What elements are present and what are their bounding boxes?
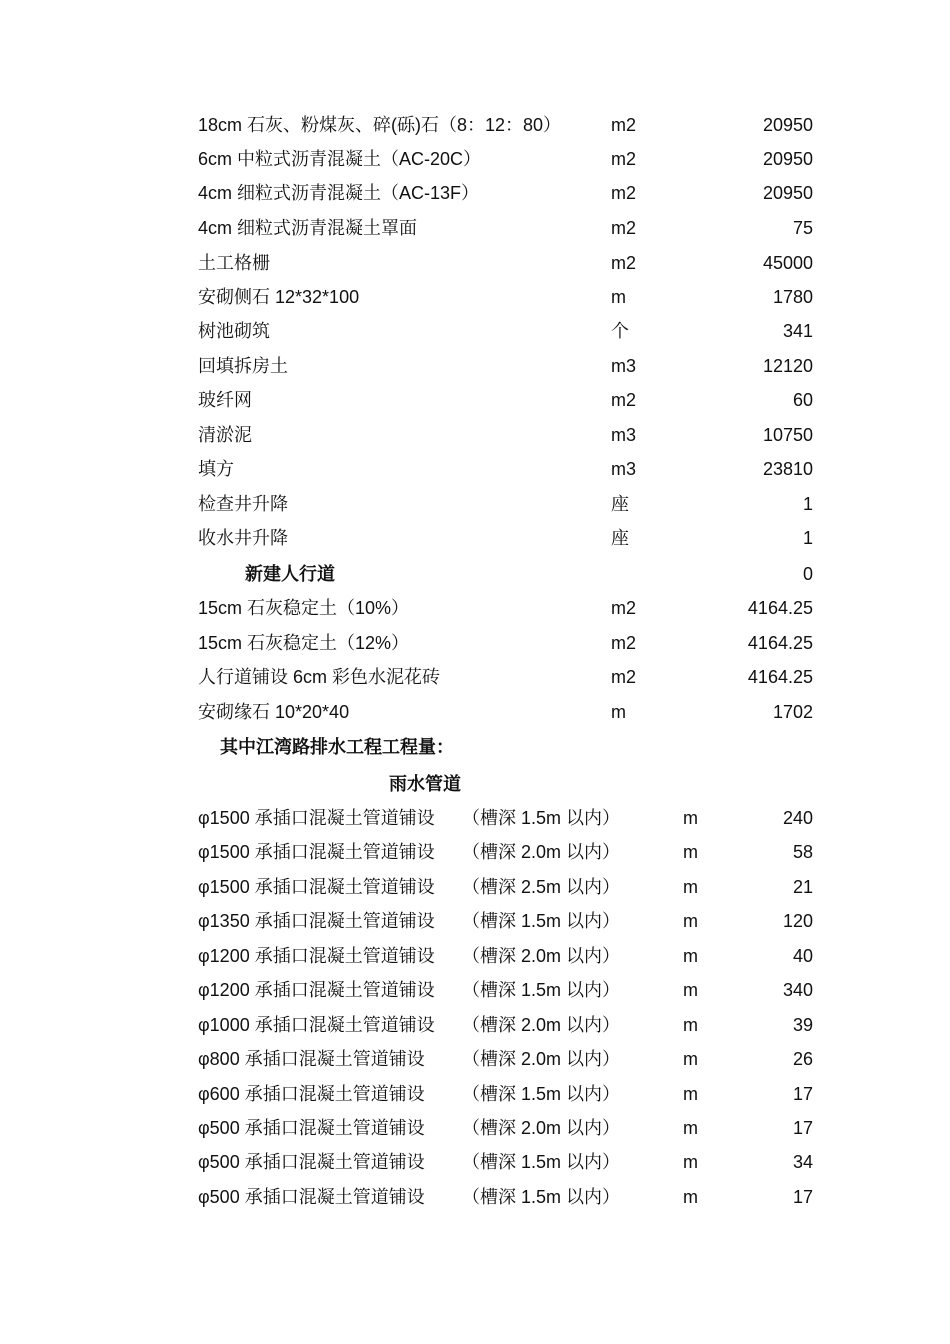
item-unit: m xyxy=(611,287,626,307)
item-unit: m xyxy=(683,980,698,1000)
item-quantity: 10750 xyxy=(762,425,813,445)
item-name: φ800 承插口混凝土管道铺设 xyxy=(198,1049,425,1069)
item-name: φ1200 承插口混凝土管道铺设 xyxy=(198,980,435,1000)
item-condition: （槽深 2.0m 以内） xyxy=(462,1015,621,1035)
item-unit: 座 xyxy=(611,494,629,514)
item-name: 15cm 石灰稳定土（12%） xyxy=(198,633,410,653)
item-unit: m xyxy=(683,1152,698,1172)
item-name: φ1500 承插口混凝土管道铺设 xyxy=(198,842,435,862)
item-quantity: 39 xyxy=(792,1015,813,1035)
item-quantity: 1702 xyxy=(772,702,813,722)
item-unit: m xyxy=(683,911,698,931)
table-row xyxy=(0,1042,950,1076)
table-row xyxy=(0,835,950,869)
drainage-heading: 其中江湾路排水工程工程量： xyxy=(220,737,454,757)
item-condition: （槽深 1.5m 以内） xyxy=(462,1152,621,1172)
item-unit: m2 xyxy=(611,598,637,618)
table-row xyxy=(0,939,950,973)
item-name: 4cm 细粒式沥青混凝土（AC-13F） xyxy=(198,183,480,203)
item-unit: m2 xyxy=(611,633,637,653)
table-row xyxy=(0,176,950,210)
table-row xyxy=(0,108,950,142)
table-row xyxy=(0,1180,950,1214)
item-name: 安砌缘石 10*20*40 xyxy=(198,702,350,722)
table-row xyxy=(0,418,950,452)
item-name: 土工格栅 xyxy=(198,253,270,273)
item-condition: （槽深 1.5m 以内） xyxy=(462,1084,621,1104)
item-quantity: 21 xyxy=(792,877,813,897)
table-row xyxy=(0,487,950,521)
item-condition: （槽深 1.5m 以内） xyxy=(462,1187,621,1207)
item-condition: （槽深 1.5m 以内） xyxy=(462,980,621,1000)
item-name: 18cm 石灰、粉煤灰、碎(砾)石（8：12：80） xyxy=(198,115,562,135)
table-row xyxy=(0,973,950,1007)
item-name: φ1200 承插口混凝土管道铺设 xyxy=(198,946,435,966)
item-name: φ500 承插口混凝土管道铺设 xyxy=(198,1118,425,1138)
table-row xyxy=(0,870,950,904)
item-quantity: 120 xyxy=(782,911,813,931)
item-quantity: 58 xyxy=(792,842,813,862)
item-name: 人行道铺设 6cm 彩色水泥花砖 xyxy=(198,667,441,687)
item-unit: m xyxy=(683,808,698,828)
item-quantity: 23810 xyxy=(762,459,813,479)
item-name: 安砌侧石 12*32*100 xyxy=(198,287,360,307)
item-quantity: 12120 xyxy=(762,356,813,376)
item-name: 回填拆房土 xyxy=(198,356,288,376)
table-row xyxy=(0,1145,950,1179)
item-quantity: 1 xyxy=(802,494,813,514)
item-quantity: 20950 xyxy=(762,115,813,135)
item-name: 清淤泥 xyxy=(198,425,252,445)
table-row xyxy=(0,1008,950,1042)
table-row xyxy=(0,521,950,555)
item-quantity: 4164.25 xyxy=(747,598,813,618)
item-condition: （槽深 2.0m 以内） xyxy=(462,1049,621,1069)
table-row xyxy=(0,349,950,383)
table-row xyxy=(0,211,950,245)
item-quantity: 17 xyxy=(792,1084,813,1104)
item-name: 15cm 石灰稳定土（10%） xyxy=(198,598,410,618)
item-name: 4cm 细粒式沥青混凝土罩面 xyxy=(198,218,418,238)
item-unit: 个 xyxy=(611,321,629,341)
item-quantity: 20950 xyxy=(762,149,813,169)
item-quantity: 4164.25 xyxy=(747,633,813,653)
item-condition: （槽深 2.0m 以内） xyxy=(462,842,621,862)
item-condition: （槽深 1.5m 以内） xyxy=(462,808,621,828)
table-row xyxy=(0,452,950,486)
item-unit: 座 xyxy=(611,528,629,548)
item-unit: m xyxy=(683,1084,698,1104)
item-unit: m3 xyxy=(611,459,637,479)
item-condition: （槽深 2.0m 以内） xyxy=(462,946,621,966)
item-unit: m3 xyxy=(611,425,637,445)
sidewalk-heading: 新建人行道 xyxy=(245,564,335,584)
item-quantity: 34 xyxy=(792,1152,813,1172)
item-unit: m xyxy=(683,842,698,862)
item-unit: m2 xyxy=(611,218,637,238)
table-row xyxy=(0,280,950,314)
item-quantity: 40 xyxy=(792,946,813,966)
table-row xyxy=(0,1111,950,1145)
item-condition: （槽深 1.5m 以内） xyxy=(462,911,621,931)
item-unit: m2 xyxy=(611,667,637,687)
item-name: 树池砌筑 xyxy=(198,321,270,341)
item-unit: m2 xyxy=(611,390,637,410)
item-name: φ1500 承插口混凝土管道铺设 xyxy=(198,808,435,828)
item-name: 6cm 中粒式沥青混凝土（AC-20C） xyxy=(198,149,482,169)
item-name: 填方 xyxy=(198,459,234,479)
item-unit: m2 xyxy=(611,253,637,273)
item-unit: m xyxy=(683,877,698,897)
item-quantity: 60 xyxy=(792,390,813,410)
item-unit: m2 xyxy=(611,183,637,203)
table-row xyxy=(0,142,950,176)
item-quantity: 17 xyxy=(792,1187,813,1207)
item-condition: （槽深 2.0m 以内） xyxy=(462,1118,621,1138)
sidewalk-heading-quantity: 0 xyxy=(802,564,813,584)
section-heading-row xyxy=(0,557,950,591)
item-quantity: 340 xyxy=(782,980,813,1000)
item-name: 玻纤网 xyxy=(198,390,252,410)
table-row xyxy=(0,314,950,348)
item-unit: m xyxy=(683,1049,698,1069)
item-quantity: 75 xyxy=(792,218,813,238)
item-quantity: 1780 xyxy=(772,287,813,307)
item-quantity: 20950 xyxy=(762,183,813,203)
item-unit: m xyxy=(683,1187,698,1207)
item-unit: m xyxy=(611,702,626,722)
table-row xyxy=(0,383,950,417)
table-row xyxy=(0,904,950,938)
item-unit: m3 xyxy=(611,356,637,376)
item-name: φ1000 承插口混凝土管道铺设 xyxy=(198,1015,435,1035)
item-unit: m2 xyxy=(611,115,637,135)
item-name: 检查井升降 xyxy=(198,494,288,514)
table-row xyxy=(0,246,950,280)
item-unit: m xyxy=(683,1118,698,1138)
table-row xyxy=(0,660,950,694)
item-unit: m2 xyxy=(611,149,637,169)
table-row xyxy=(0,801,950,835)
item-name: φ600 承插口混凝土管道铺设 xyxy=(198,1084,425,1104)
item-name: 收水井升降 xyxy=(198,528,288,548)
item-unit: m xyxy=(683,1015,698,1035)
item-quantity: 17 xyxy=(792,1118,813,1138)
item-quantity: 1 xyxy=(802,528,813,548)
table-row xyxy=(0,1077,950,1111)
section-heading-row xyxy=(0,730,950,764)
table-row xyxy=(0,695,950,729)
item-unit: m xyxy=(683,946,698,966)
item-quantity: 45000 xyxy=(762,253,813,273)
item-quantity: 240 xyxy=(782,808,813,828)
item-name: φ500 承插口混凝土管道铺设 xyxy=(198,1187,425,1207)
item-name: φ1500 承插口混凝土管道铺设 xyxy=(198,877,435,897)
rain-pipe-heading: 雨水管道 xyxy=(389,774,461,794)
item-name: φ500 承插口混凝土管道铺设 xyxy=(198,1152,425,1172)
table-row xyxy=(0,626,950,660)
item-condition: （槽深 2.5m 以内） xyxy=(462,877,621,897)
section-heading-row xyxy=(0,767,950,801)
item-quantity: 341 xyxy=(782,321,813,341)
item-name: φ1350 承插口混凝土管道铺设 xyxy=(198,911,435,931)
item-quantity: 4164.25 xyxy=(747,667,813,687)
table-row xyxy=(0,591,950,625)
item-quantity: 26 xyxy=(792,1049,813,1069)
